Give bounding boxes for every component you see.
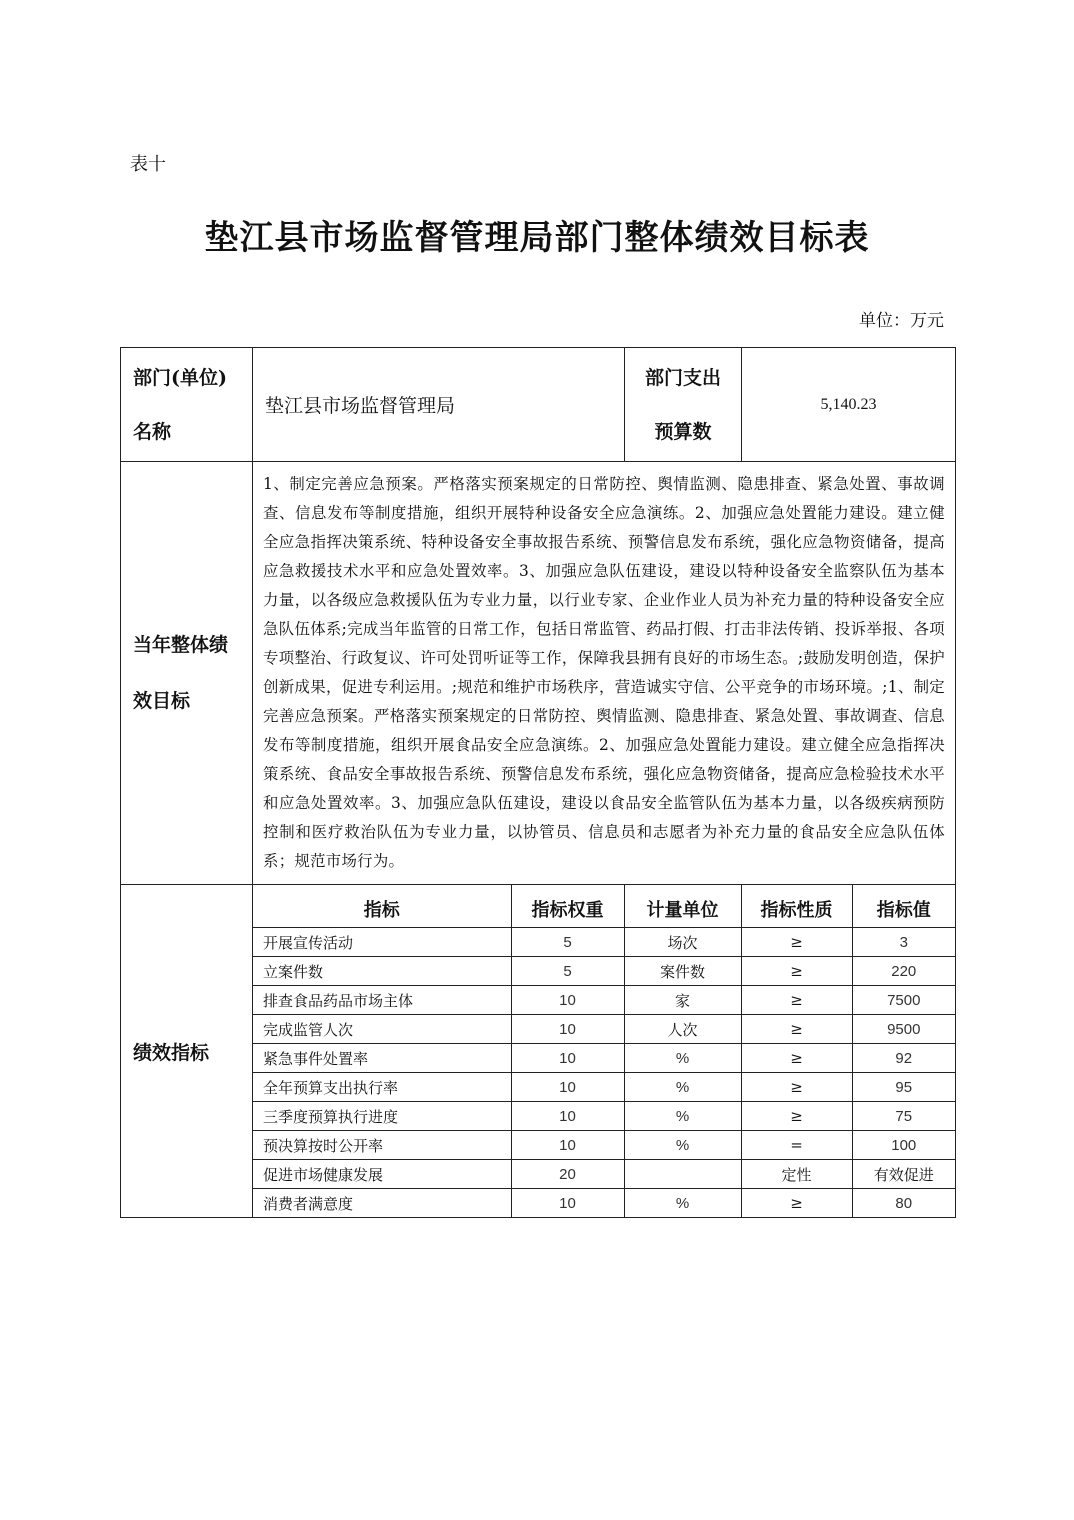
indicator-weight: 10 [511, 1073, 624, 1102]
table-row [253, 928, 955, 957]
budget-header-line1: 部门支出 [644, 366, 721, 389]
indicator-value: 3 [852, 928, 955, 957]
indicator-name: 紧急事件处置率 [253, 1044, 511, 1073]
indicator-nature: ≥ [741, 986, 852, 1015]
indicator-nature: ≥ [741, 1044, 852, 1073]
indicator-unit: % [624, 1044, 741, 1073]
table-row [253, 1015, 955, 1044]
indicator-nature: ≥ [741, 1073, 852, 1102]
table-row [253, 1131, 955, 1160]
dept-header-line1: 部门(单位) [133, 366, 227, 389]
indicator-value: 100 [852, 1131, 955, 1160]
performance-table [120, 347, 956, 1218]
page-title: 垫江县市场监督管理局部门整体绩效目标表 [204, 218, 870, 258]
indicator-weight: 5 [511, 928, 624, 957]
indicator-name: 立案件数 [253, 957, 511, 986]
indicator-nature: 定性 [741, 1160, 852, 1189]
indicator-table-cell [253, 885, 956, 1218]
goal-header-line1: 当年整体绩 [133, 634, 229, 656]
indicator-weight: 10 [511, 1044, 624, 1073]
indicator-name: 开展宣传活动 [253, 928, 511, 957]
table-label: 表十 [130, 154, 166, 175]
goal-text-cell [253, 462, 956, 885]
indicator-value: 7500 [852, 986, 955, 1015]
unit-label: 单位：万元 [859, 311, 944, 331]
indicator-nature: ≥ [741, 1102, 852, 1131]
indicator-unit: % [624, 1073, 741, 1102]
indicator-nature: ≥ [741, 957, 852, 986]
goal-header-cell [121, 462, 253, 885]
indicator-weight: 5 [511, 957, 624, 986]
table-row [253, 957, 955, 986]
indicator-nature: ≥ [741, 1189, 852, 1218]
indicator-name: 排查食品药品市场主体 [253, 986, 511, 1015]
indicator-name: 预决算按时公开率 [253, 1131, 511, 1160]
col-header-nature: 指标性质 [741, 885, 852, 928]
table-row [253, 1189, 955, 1218]
indicator-weight: 10 [511, 1102, 624, 1131]
indicator-value: 92 [852, 1044, 955, 1073]
indicator-weight: 10 [511, 986, 624, 1015]
indicator-value: 80 [852, 1189, 955, 1218]
indicator-name: 促进市场健康发展 [253, 1160, 511, 1189]
indicator-unit: 案件数 [624, 957, 741, 986]
indicator-unit: % [624, 1131, 741, 1160]
table-row [253, 1044, 955, 1073]
indicator-value: 95 [852, 1073, 955, 1102]
indicator-nature: = [741, 1131, 852, 1160]
indicator-value: 220 [852, 957, 955, 986]
perf-header: 绩效指标 [133, 1041, 210, 1064]
dept-header-cell [121, 348, 253, 462]
table-row [253, 1160, 955, 1189]
indicator-unit: 场次 [624, 928, 741, 957]
col-header-weight: 指标权重 [511, 885, 624, 928]
table-row [253, 1073, 955, 1102]
indicator-unit: 家 [624, 986, 741, 1015]
goal-text: 1、制定完善应急预案。严格落实预案规定的日常防控、舆情监测、隐患排查、紧急处置、事故调查、信息发布等制度措施，组织开展特种设备安全应急演练。2、加强应急处置能力建设。建立健全应急指挥决策系统、特种设备安全事故报告系统、预警信息发布系统，强化应急物资储备，提高应急救援技术水平和应急处置效率。3、加强应急队伍建设，建设以特种设备安全监察队伍为基本力量，以各级应急救援队伍为专业力量，以行业专家、企业作业人员为补充力量的特种设备安全应急队伍体系;完成当年监管的日常工作，包括日常监管、药品打假、打击非法传销、投诉举报、各项专项整治、行政复议、许可处罚听证等工作，保障我县拥有良好的市场生态。;鼓励发明创造，保护创新成果，促进专利运用。;规范和维护市场秩序，营造诚实守信、公平竞争的市场环境。;1、制定完善应急预案。严格落实预案规定的日常防控、舆情监测、隐患排查、紧急处置、事故调查、信息发布等制度措施，组织开展食品安全应急演练。2、加强应急处置能力建设。建立健全应急指挥决策系统、食品安全事故报告系统、预警信息发布系统，强化应急物资储备，提高应急检验技术水平和应急处置效率。3、加强应急队伍建设，建设以食品安全监管队伍为基本力量，以各级疾病预防控制和医疗救治队伍为专业力量，以协管员、信息员和志愿者为补充力量的食品安全应急队伍体系；规范市场行为。 [263, 475, 945, 870]
budget-value-cell [742, 348, 956, 462]
budget-header-cell [625, 348, 742, 462]
indicator-name: 消费者满意度 [253, 1189, 511, 1218]
col-header-value: 指标值 [852, 885, 955, 928]
indicator-weight: 10 [511, 1015, 624, 1044]
indicator-name: 全年预算支出执行率 [253, 1073, 511, 1102]
indicator-weight: 10 [511, 1131, 624, 1160]
indicator-name: 完成监管人次 [253, 1015, 511, 1044]
dept-name-cell [253, 348, 625, 462]
dept-header-line2: 名称 [133, 420, 172, 443]
indicator-weight: 20 [511, 1160, 624, 1189]
indicator-value: 有效促进 [852, 1160, 955, 1189]
dept-name: 垫江县市场监督管理局 [265, 395, 456, 417]
indicator-value: 75 [852, 1102, 955, 1131]
perf-header-cell [121, 885, 253, 1218]
col-header-indicator: 指标 [253, 885, 511, 928]
col-header-unit: 计量单位 [624, 885, 741, 928]
indicator-nature: ≥ [741, 928, 852, 957]
perf-row [121, 885, 956, 1218]
budget-value: 5,140.23 [820, 395, 877, 413]
indicator-value: 9500 [852, 1015, 955, 1044]
goal-header-line2: 效目标 [133, 690, 191, 712]
indicator-weight: 10 [511, 1189, 624, 1218]
indicator-name: 三季度预算执行进度 [253, 1102, 511, 1131]
dept-row [121, 348, 956, 462]
indicator-table [253, 885, 955, 1217]
table-row [253, 1102, 955, 1131]
table-row [253, 986, 955, 1015]
goal-row [121, 462, 956, 885]
indicator-unit [624, 1160, 741, 1189]
indicator-unit: % [624, 1102, 741, 1131]
indicator-unit: % [624, 1189, 741, 1218]
indicator-nature: ≥ [741, 1015, 852, 1044]
indicator-header-row [253, 885, 955, 928]
budget-header-line2: 预算数 [654, 420, 712, 443]
indicator-unit: 人次 [624, 1015, 741, 1044]
